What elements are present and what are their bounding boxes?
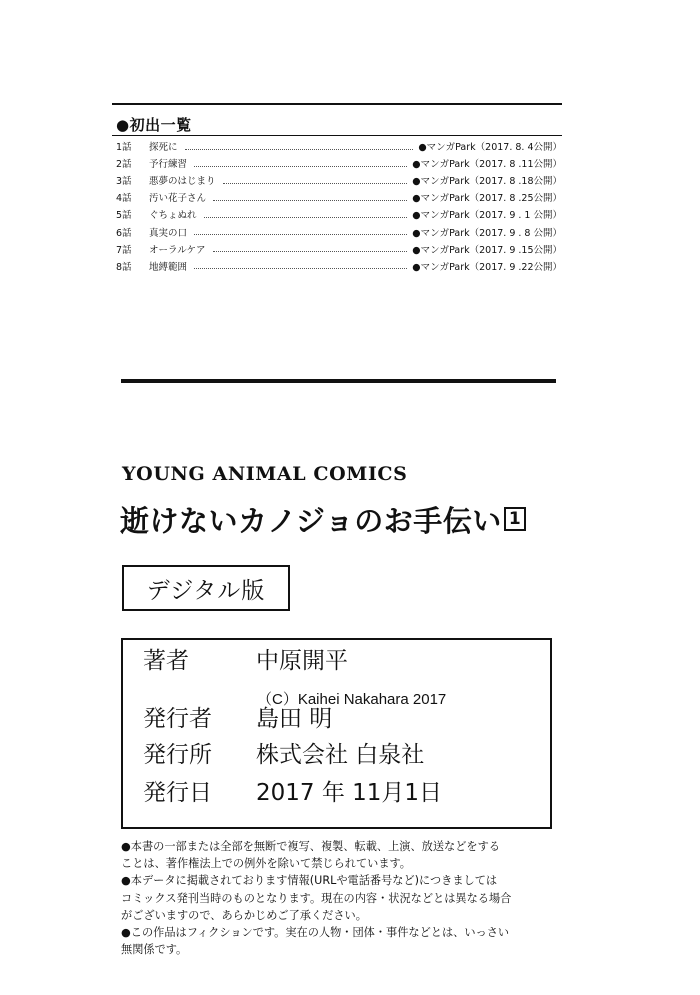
- edition-label: デジタル版: [122, 565, 290, 611]
- toc-leader-dots: [213, 199, 407, 201]
- toc-entry: [116, 190, 562, 207]
- toc-entry-title: オーラルケア: [149, 244, 206, 256]
- toc-top-rule: [112, 103, 562, 105]
- publisher-label: 発行者: [143, 705, 212, 732]
- toc-leader-dots: [185, 148, 414, 150]
- toc-entry-title: ぐちょぬれ: [149, 210, 197, 222]
- note-line: ことは、著作権法上での例外を除いて禁じられています。: [121, 857, 411, 871]
- toc-entry-source: ●マンガPark（2017. 9 .22公開）: [412, 261, 562, 273]
- section-divider: [121, 379, 556, 383]
- toc-entry-title: 地縛範囲: [149, 261, 188, 273]
- book-title-text: 逝けないカノジョのお手伝い: [120, 503, 502, 538]
- toc-leader-dots: [194, 233, 407, 235]
- note-line: コミックス発刊当時のものとなります。現在の内容・状況などとは異なる場合: [121, 891, 512, 905]
- note-line: ●本データに掲載されております情報(URLや電話番号など)につきましては: [121, 874, 498, 888]
- toc-heading: ●初出一覧: [116, 116, 192, 134]
- toc-entry-number: 1話: [116, 142, 132, 154]
- toc-entry: [116, 207, 562, 224]
- toc-entry-source: ●マンガPark（2017. 8. 4公開）: [418, 142, 562, 154]
- company-label: 発行所: [143, 741, 212, 768]
- publisher-value: 島田 明: [256, 705, 333, 732]
- toc-leader-dots: [194, 267, 407, 269]
- toc-entry: [116, 139, 562, 156]
- toc-heading-rule: [112, 135, 562, 136]
- book-title: [120, 499, 526, 539]
- imprint-label: YOUNG ANIMAL COMICS: [122, 463, 408, 485]
- toc-entry-source: ●マンガPark（2017. 9 .15公開）: [412, 244, 562, 256]
- toc-entry: [116, 224, 562, 241]
- toc-list: [116, 139, 562, 276]
- toc-entry-number: 5話: [116, 210, 132, 222]
- toc-entry-title: 悪夢のはじまり: [149, 176, 216, 188]
- toc-leader-dots: [194, 165, 407, 167]
- toc-entry-title: 汚い花子さん: [149, 193, 207, 205]
- note-line: ●本書の一部または全部を無断で複写、複製、転載、上演、放送などをする: [121, 840, 500, 853]
- copyright-notice: （C）Kaihei Nakahara 2017: [257, 691, 447, 708]
- toc-leader-dots: [223, 182, 408, 184]
- toc-entry-source: ●マンガPark（2017. 8 .25公開）: [412, 193, 562, 205]
- note-line: 無関係です。: [121, 943, 188, 957]
- toc-entry: [116, 173, 562, 190]
- date-label: 発行日: [143, 779, 212, 806]
- toc-leader-dots: [213, 250, 408, 252]
- toc-entry: [116, 156, 562, 173]
- company-value: 株式会社 白泉社: [256, 741, 425, 768]
- toc-entry-title: 真実の口: [149, 227, 188, 239]
- toc-entry-number: 6話: [116, 227, 132, 239]
- toc-entry-number: 2話: [116, 159, 132, 171]
- toc-entry-source: ●マンガPark（2017. 8 .18公開）: [412, 176, 562, 188]
- author-value: 中原開平: [256, 647, 348, 674]
- toc-entry-source: ●マンガPark（2017. 9 . 8 公開）: [412, 227, 562, 239]
- toc-entry: [116, 242, 562, 259]
- toc-entry-source: ●マンガPark（2017. 9 . 1 公開）: [412, 210, 562, 222]
- toc-leader-dots: [204, 216, 408, 218]
- legal-notes: [121, 838, 571, 958]
- colophon-box: [121, 638, 552, 829]
- toc-entry-title: 予行練習: [149, 159, 188, 171]
- note-line: ●この作品はフィクションです。実在の人物・団体・事件などとは、いっさい: [121, 926, 510, 940]
- toc-entry-number: 3話: [116, 176, 132, 188]
- toc-entry: [116, 259, 562, 276]
- toc-entry-title: 探死に: [149, 142, 178, 154]
- author-label: 著者: [143, 647, 189, 674]
- note-line: がございますので、あらかじめご了承ください。: [121, 908, 367, 922]
- volume-number: 1: [504, 507, 526, 531]
- toc-entry-number: 4話: [116, 193, 132, 205]
- toc-entry-number: 7話: [116, 244, 132, 256]
- date-value: 2017 年 11月1日: [256, 779, 443, 806]
- toc-entry-source: ●マンガPark（2017. 8 .11公開）: [412, 159, 562, 171]
- toc-entry-number: 8話: [116, 261, 132, 273]
